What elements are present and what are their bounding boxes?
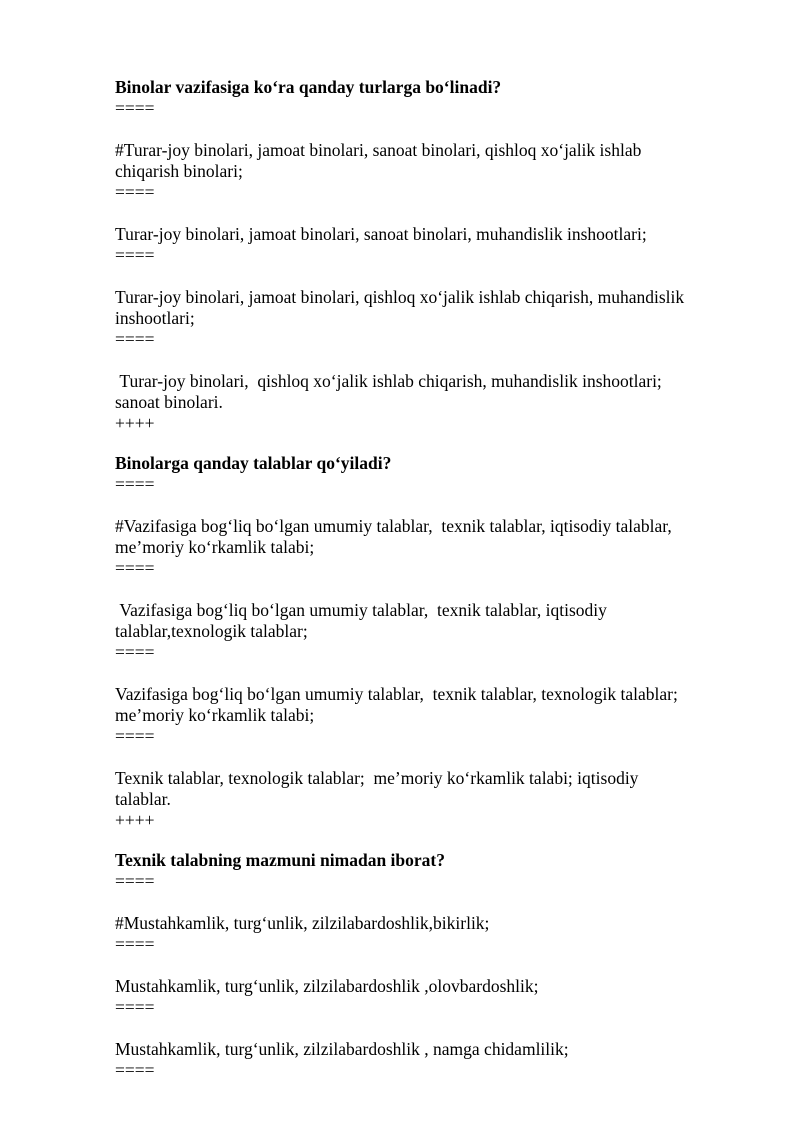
separator: ==== <box>115 934 155 954</box>
answer-line: talablar,texnologik talablar; <box>115 621 308 641</box>
separator: ==== <box>115 245 155 265</box>
answer-option <box>115 224 740 266</box>
answer-line: Vazifasiga bog‘liq bo‘lgan umumiy talablar, texnik talablar, iqtisodiy <box>115 600 607 620</box>
separator: ==== <box>115 642 155 662</box>
separator: ==== <box>115 997 155 1017</box>
answer-option <box>115 371 740 434</box>
question-title: Texnik talabning mazmuni nimadan iborat? <box>115 850 445 870</box>
answer-option <box>115 287 740 350</box>
separator: ==== <box>115 182 155 202</box>
answer-line: sanoat binolari. <box>115 392 223 412</box>
answer-line: Vazifasiga bog‘liq bo‘lgan umumiy talablar, texnik talablar, texnologik talablar; <box>115 684 678 704</box>
answer-line: Turar-joy binolari, qishloq xo‘jalik ishlab chiqarish, muhandislik inshootlari; <box>115 371 662 391</box>
answer-option <box>115 768 740 831</box>
end-marker: ++++ <box>115 810 155 830</box>
end-marker: ++++ <box>115 413 155 433</box>
answer-option <box>115 516 740 579</box>
answer-line: Texnik talablar, texnologik talablar; me’moriy ko‘rkamlik talabi; iqtisodiy <box>115 768 639 788</box>
answer-line: #Mustahkamlik, turg‘unlik, zilzilabardoshlik,bikirlik; <box>115 913 490 933</box>
separator: ==== <box>115 98 155 118</box>
answer-option <box>115 913 740 955</box>
question-block <box>115 453 740 831</box>
question-block <box>115 77 740 434</box>
answer-option <box>115 684 740 747</box>
question-title: Binolar vazifasiga ko‘ra qanday turlarga bo‘linadi? <box>115 77 502 97</box>
separator: ==== <box>115 726 155 746</box>
answer-line: #Turar-joy binolari, jamoat binolari, sanoat binolari, qishloq xo‘jalik ishlab <box>115 140 642 160</box>
answer-line: inshootlari; <box>115 308 195 328</box>
separator: ==== <box>115 1060 155 1080</box>
answer-option <box>115 1039 740 1081</box>
answer-option <box>115 600 740 663</box>
answer-line: Mustahkamlik, turg‘unlik, zilzilabardoshlik ,olovbardoshlik; <box>115 976 539 996</box>
separator: ==== <box>115 474 155 494</box>
answer-line: chiqarish binolari; <box>115 161 243 181</box>
question-title: Binolarga qanday talablar qo‘yiladi? <box>115 453 392 473</box>
answer-option <box>115 140 740 203</box>
answer-option <box>115 976 740 1018</box>
answer-line: Mustahkamlik, turg‘unlik, zilzilabardoshlik , namga chidamlilik; <box>115 1039 569 1059</box>
answer-line: me’moriy ko‘rkamlik talabi; <box>115 537 315 557</box>
separator: ==== <box>115 329 155 349</box>
question-block <box>115 850 740 1081</box>
separator: ==== <box>115 871 155 891</box>
answer-line: #Vazifasiga bog‘liq bo‘lgan umumiy talablar, texnik talablar, iqtisodiy talablar, <box>115 516 672 536</box>
answer-line: me’moriy ko‘rkamlik talabi; <box>115 705 315 725</box>
separator: ==== <box>115 558 155 578</box>
answer-line: talablar. <box>115 789 171 809</box>
answer-line: Turar-joy binolari, jamoat binolari, qishloq xo‘jalik ishlab chiqarish, muhandislik <box>115 287 685 307</box>
answer-line: Turar-joy binolari, jamoat binolari, sanoat binolari, muhandislik inshootlari; <box>115 224 647 244</box>
